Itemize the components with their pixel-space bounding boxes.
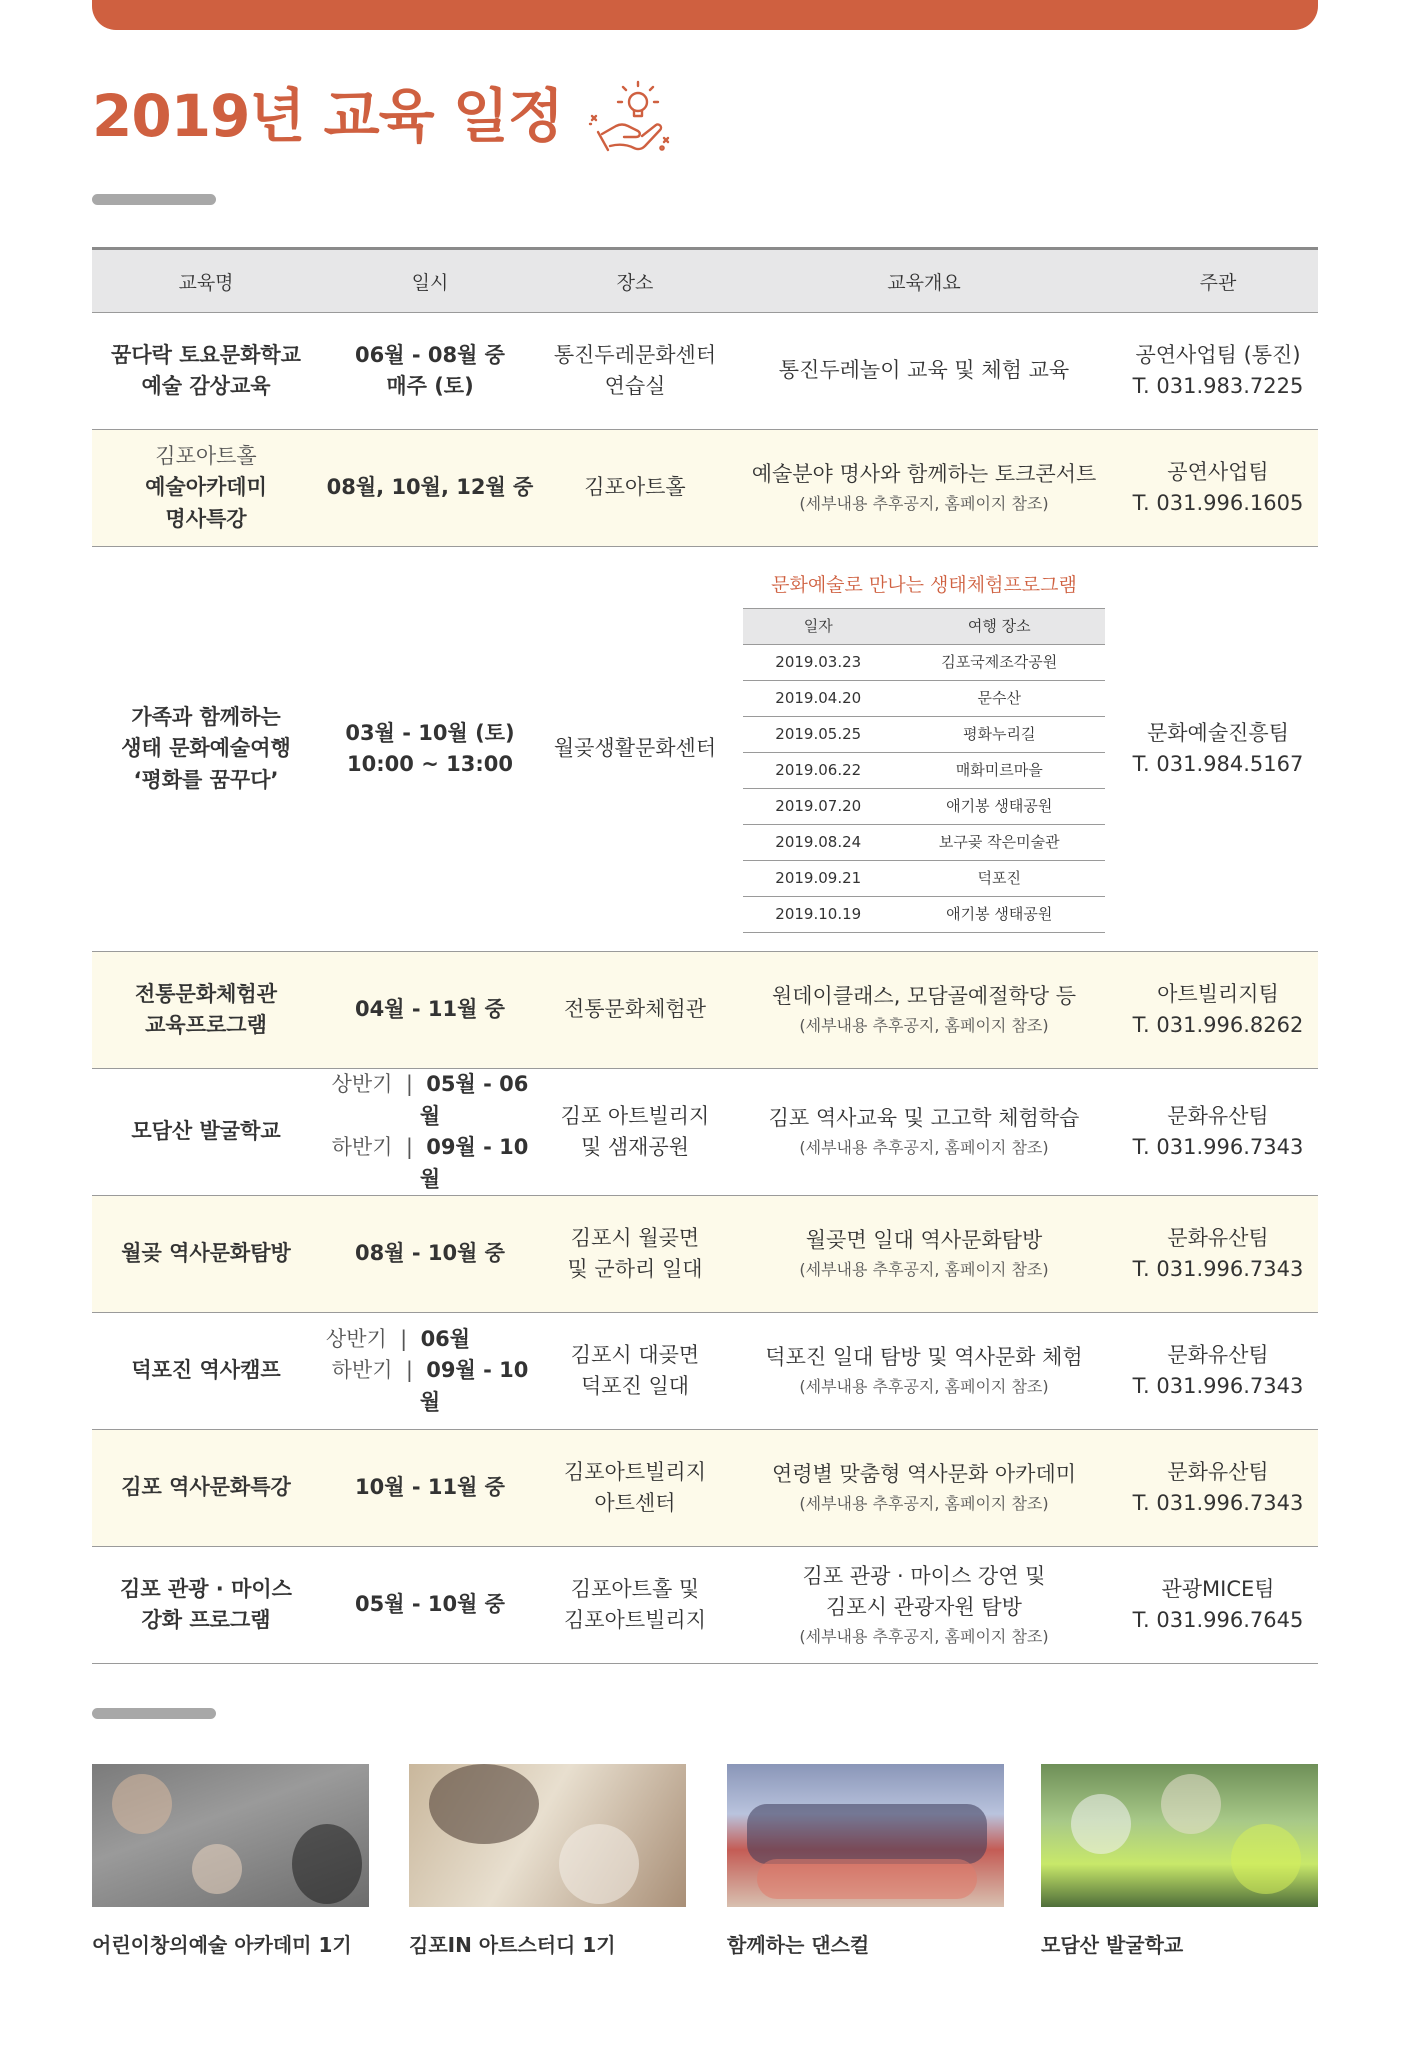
eco-date: 2019.04.20 <box>743 680 894 716</box>
program-organizer: 공연사업팀 T. 031.996.1605 <box>1118 430 1318 547</box>
header-organizer: 주관 <box>1118 249 1318 313</box>
program-summary <box>730 547 1118 952</box>
program-organizer: 문화유산팀 T. 031.996.7343 <box>1118 1313 1318 1430</box>
program-summary: 김포 관광 · 마이스 강연 및 김포시 관광자원 탐방 (세부내용 추후공지, 홈페이지 참조) <box>730 1547 1118 1664</box>
photo-card <box>409 1764 686 1958</box>
program-place: 김포 아트빌리지 및 샘재공원 <box>540 1069 730 1196</box>
table-row <box>92 1547 1318 1664</box>
program-place: 전통문화체험관 <box>540 952 730 1069</box>
photo-gallery <box>92 1764 1318 1957</box>
eco-place: 덕포진 <box>894 860 1106 896</box>
table-row <box>92 1069 1318 1196</box>
eco-row <box>743 788 1105 824</box>
photo-caption: 모담산 발굴학교 <box>1041 1933 1184 1957</box>
header-summary: 교육개요 <box>730 249 1118 313</box>
program-name: 월곶 역사문화탐방 <box>92 1196 320 1313</box>
photo-caption: 김포IN 아트스터디 1기 <box>409 1933 616 1957</box>
table-header-row <box>92 249 1318 313</box>
section-divider-pill <box>92 1708 216 1719</box>
header-date: 일시 <box>320 249 540 313</box>
header-name: 교육명 <box>92 249 320 313</box>
program-summary: 연령별 맞춤형 역사문화 아카데미 (세부내용 추후공지, 홈페이지 참조) <box>730 1430 1118 1547</box>
photo-card <box>92 1764 369 1958</box>
program-name: 덕포진 역사캠프 <box>92 1313 320 1430</box>
eco-date: 2019.10.19 <box>743 896 894 932</box>
eco-row <box>743 752 1105 788</box>
program-place: 김포시 대곶면 덕포진 일대 <box>540 1313 730 1430</box>
eco-date: 2019.03.23 <box>743 644 894 680</box>
program-date: 06월 - 08월 중 매주 (토) <box>320 313 540 430</box>
program-date: 상반기 | 05월 - 06월 하반기 | 09월 - 10월 <box>320 1069 540 1196</box>
eco-place: 문수산 <box>894 680 1106 716</box>
program-summary: 김포 역사교육 및 고고학 체험학습 (세부내용 추후공지, 홈페이지 참조) <box>730 1069 1118 1196</box>
program-organizer: 공연사업팀 (통진) T. 031.983.7225 <box>1118 313 1318 430</box>
photo-caption: 어린이창의예술 아카데미 1기 <box>92 1933 352 1957</box>
photo-caption: 함께하는 댄스컬 <box>727 1933 870 1957</box>
program-name: 가족과 함께하는 생태 문화예술여행 ‘평화를 꿈꾸다’ <box>92 547 320 952</box>
eco-place: 애기봉 생태공원 <box>894 896 1106 932</box>
program-date: 08월, 10월, 12월 중 <box>320 430 540 547</box>
eco-row <box>743 860 1105 896</box>
dance-group-photo <box>727 1764 1004 1907</box>
education-schedule-table <box>92 247 1318 1664</box>
program-date: 03월 - 10월 (토) 10:00 ~ 13:00 <box>320 547 540 952</box>
program-organizer: 문화유산팀 T. 031.996.7343 <box>1118 1196 1318 1313</box>
photo-card <box>1041 1764 1318 1958</box>
eco-place: 평화누리길 <box>894 716 1106 752</box>
program-name: 모담산 발굴학교 <box>92 1069 320 1196</box>
program-name: 김포 역사문화특강 <box>92 1430 320 1547</box>
eco-date: 2019.08.24 <box>743 824 894 860</box>
program-date: 08월 - 10월 중 <box>320 1196 540 1313</box>
program-date: 상반기 | 06월 하반기 | 09월 - 10월 <box>320 1313 540 1430</box>
table-row <box>92 430 1318 547</box>
eco-row <box>743 716 1105 752</box>
eco-date: 2019.07.20 <box>743 788 894 824</box>
excavation-school-photo <box>1041 1764 1318 1907</box>
eco-place: 김포국제조각공원 <box>894 644 1106 680</box>
program-summary: 덕포진 일대 탐방 및 역사문화 체험 (세부내용 추후공지, 홈페이지 참조) <box>730 1313 1118 1430</box>
table-row <box>92 1313 1318 1430</box>
lightbulb-hand-icon <box>588 80 674 160</box>
art-study-photo <box>409 1764 686 1907</box>
eco-place: 애기봉 생태공원 <box>894 788 1106 824</box>
children-classroom-photo <box>92 1764 369 1907</box>
program-date: 04월 - 11월 중 <box>320 952 540 1069</box>
table-row <box>92 547 1318 952</box>
section-divider-pill <box>92 194 216 205</box>
program-place: 김포아트홀 및 김포아트빌리지 <box>540 1547 730 1664</box>
table-row <box>92 1196 1318 1313</box>
program-place: 월곶생활문화센터 <box>540 547 730 952</box>
program-place: 통진두레문화센터 연습실 <box>540 313 730 430</box>
eco-date: 2019.09.21 <box>743 860 894 896</box>
program-date: 05월 - 10월 중 <box>320 1547 540 1664</box>
table-row <box>92 952 1318 1069</box>
program-organizer: 문화유산팀 T. 031.996.7343 <box>1118 1069 1318 1196</box>
header-place: 장소 <box>540 249 730 313</box>
eco-row <box>743 896 1105 932</box>
program-place: 김포아트홀 <box>540 430 730 547</box>
eco-header-place: 여행 장소 <box>894 608 1106 644</box>
table-row <box>92 1430 1318 1547</box>
program-organizer: 아트빌리지팀 T. 031.996.8262 <box>1118 952 1318 1069</box>
eco-row <box>743 680 1105 716</box>
program-organizer: 문화유산팀 T. 031.996.7343 <box>1118 1430 1318 1547</box>
eco-header-date: 일자 <box>743 608 894 644</box>
photo-card <box>727 1764 1004 1958</box>
program-summary: 월곶면 일대 역사문화탐방 (세부내용 추후공지, 홈페이지 참조) <box>730 1196 1118 1313</box>
program-place: 김포시 월곶면 및 군하리 일대 <box>540 1196 730 1313</box>
eco-row <box>743 644 1105 680</box>
eco-program-table <box>743 608 1105 933</box>
program-place: 김포아트빌리지 아트센터 <box>540 1430 730 1547</box>
top-accent-bar <box>92 0 1318 30</box>
eco-place: 매화미르마을 <box>894 752 1106 788</box>
table-row <box>92 313 1318 430</box>
program-summary: 예술분야 명사와 함께하는 토크콘서트 (세부내용 추후공지, 홈페이지 참조) <box>730 430 1118 547</box>
program-name: 꿈다락 토요문화학교 예술 감상교육 <box>92 313 320 430</box>
eco-place: 보구곶 작은미술관 <box>894 824 1106 860</box>
eco-date: 2019.05.25 <box>743 716 894 752</box>
program-summary: 통진두레놀이 교육 및 체험 교육 <box>730 313 1118 430</box>
program-name: 김포 관광 · 마이스 강화 프로그램 <box>92 1547 320 1664</box>
eco-date: 2019.06.22 <box>743 752 894 788</box>
program-organizer: 문화예술진흥팀 T. 031.984.5167 <box>1118 547 1318 952</box>
program-date: 10월 - 11월 중 <box>320 1430 540 1547</box>
page-title: 2019년 교육 일정 <box>92 82 563 150</box>
program-name: 전통문화체험관 교육프로그램 <box>92 952 320 1069</box>
program-organizer: 관광MICE팀 T. 031.996.7645 <box>1118 1547 1318 1664</box>
program-summary: 원데이클래스, 모담골예절학당 등 (세부내용 추후공지, 홈페이지 참조) <box>730 952 1118 1069</box>
eco-row <box>743 824 1105 860</box>
eco-program-title: 문화예술로 만나는 생태체험프로그램 <box>771 574 1077 597</box>
program-name: 김포아트홀 예술아카데미 명사특강 <box>92 430 320 547</box>
